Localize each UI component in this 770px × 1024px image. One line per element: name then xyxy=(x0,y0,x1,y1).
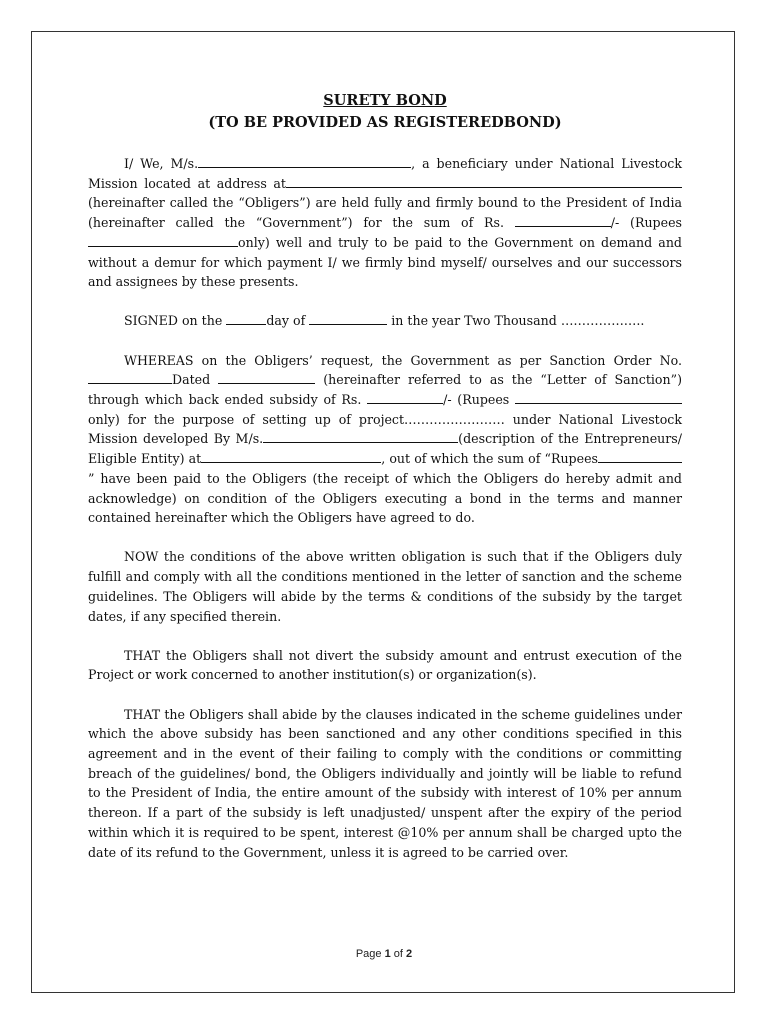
p6-text: THAT the Obligers shall abide by the clauses indicated in the scheme guidelines under which the above subsidy has been sanctioned and any other conditions specified in this agreement and in the event of their failing to comply with the conditions or committing breach of the guidelines/ bond, the Obligers individually and jointly will be liable to refund to the President of India, the entire amount of the subsidy with interest of 10% per annum thereon. If a part of the subsidy is left unadjusted/ unspent after the expiry of the period within which it is required to be spent, interest @10% per annum shall be charged upto the date of its refund to the Government, unless it is agreed to be carried over. xyxy=(88,706,682,860)
p3-text-b: Dated xyxy=(172,372,211,388)
p1-text-c: (hereinafter called the “Obligers”) are held fully and firmly bound to the President of India (hereinafter called the “Government”) for the sum of Rs. xyxy=(88,195,682,231)
document-subtitle: (TO BE PROVIDED AS REGISTEREDBOND) xyxy=(208,114,562,131)
document-body xyxy=(88,90,682,862)
signed-day-blank xyxy=(226,311,266,325)
p3-text-h: ” have been paid to the Obligers (the receipt of which the Obligers do hereby admit and acknowledge) on condition of the Obligers executing a bond in the terms and manner contained hereinafter which the Obligers have agreed to do. xyxy=(88,470,682,526)
p3-text-d: /- (Rupees xyxy=(443,392,510,408)
p3-text-e: only) for the purpose of setting up of project…………………… under National Livestock Mission developed By M/s. xyxy=(88,411,682,447)
of-word: of xyxy=(393,948,403,960)
ms-name-blank xyxy=(198,154,411,168)
p2-text-c: in the year Two Thousand ……………….. xyxy=(391,313,645,329)
subsidy-rupees-words-blank xyxy=(515,390,682,404)
p4-text: NOW the conditions of the above written obligation is such that if the Obligers duly fulfill and comply with all the conditions mentioned in the letter of sanction and the scheme guidelines. The Obligers will abide by the terms & conditions of the subsidy by the target dates, if any specified therein. xyxy=(88,549,682,624)
p3-text-c: (hereinafter referred to as the “Letter of Sanction”) through which back ended subsidy of Rs. xyxy=(88,372,682,408)
p5-text: THAT the Obligers shall not divert the subsidy amount and entrust execution of the Project or work concerned to another institution(s) or organization(s). xyxy=(88,647,682,683)
developer-ms-blank xyxy=(263,429,458,443)
paid-rupees-blank xyxy=(598,449,682,463)
paragraph-whereas xyxy=(88,351,682,528)
paragraph-abide-clauses xyxy=(88,705,682,863)
page-footer xyxy=(32,948,736,960)
p1-text-d: /- (Rupees xyxy=(610,215,682,231)
signed-month-blank xyxy=(309,311,387,325)
p3-text-f: (description of the Entrepreneurs/ Eligible Entity) at xyxy=(88,431,682,467)
p3-text-a: WHEREAS on the Obligers’ request, the Government as per Sanction Order No. xyxy=(124,352,682,368)
p1-text-b: , a beneficiary under National Livestock Mission located at address at xyxy=(88,156,682,191)
sanction-date-blank xyxy=(218,370,315,384)
p1-text-a: I/ We, M/s. xyxy=(124,156,199,171)
page-current-number: 1 xyxy=(384,948,391,960)
page-word: Page xyxy=(355,948,382,960)
subsidy-rs-blank xyxy=(367,390,443,404)
p2-text-b: day of xyxy=(266,313,306,329)
sum-rs-blank xyxy=(515,213,611,227)
p1-text-e: only) well and truly to be paid to the Government on demand and without a demur for which payment I/ we firmly bind myself/ ourselves and our successors and assignees by these presents. xyxy=(88,234,682,290)
sanction-order-blank xyxy=(88,370,172,384)
paragraph-now-conditions xyxy=(88,547,682,626)
paragraph-signed xyxy=(88,311,682,331)
p3-text-g: , out of which the sum of “Rupees xyxy=(381,451,598,467)
paragraph-obligers xyxy=(88,154,682,292)
document-page xyxy=(31,31,735,993)
page-total-number: 2 xyxy=(406,948,413,960)
location-at-blank xyxy=(201,449,381,463)
document-title: SURETY BOND xyxy=(323,92,447,109)
p2-text-a: SIGNED on the xyxy=(124,313,223,329)
address-blank xyxy=(286,174,682,188)
paragraph-not-divert xyxy=(88,646,682,685)
sum-rupees-words-blank xyxy=(88,233,238,247)
